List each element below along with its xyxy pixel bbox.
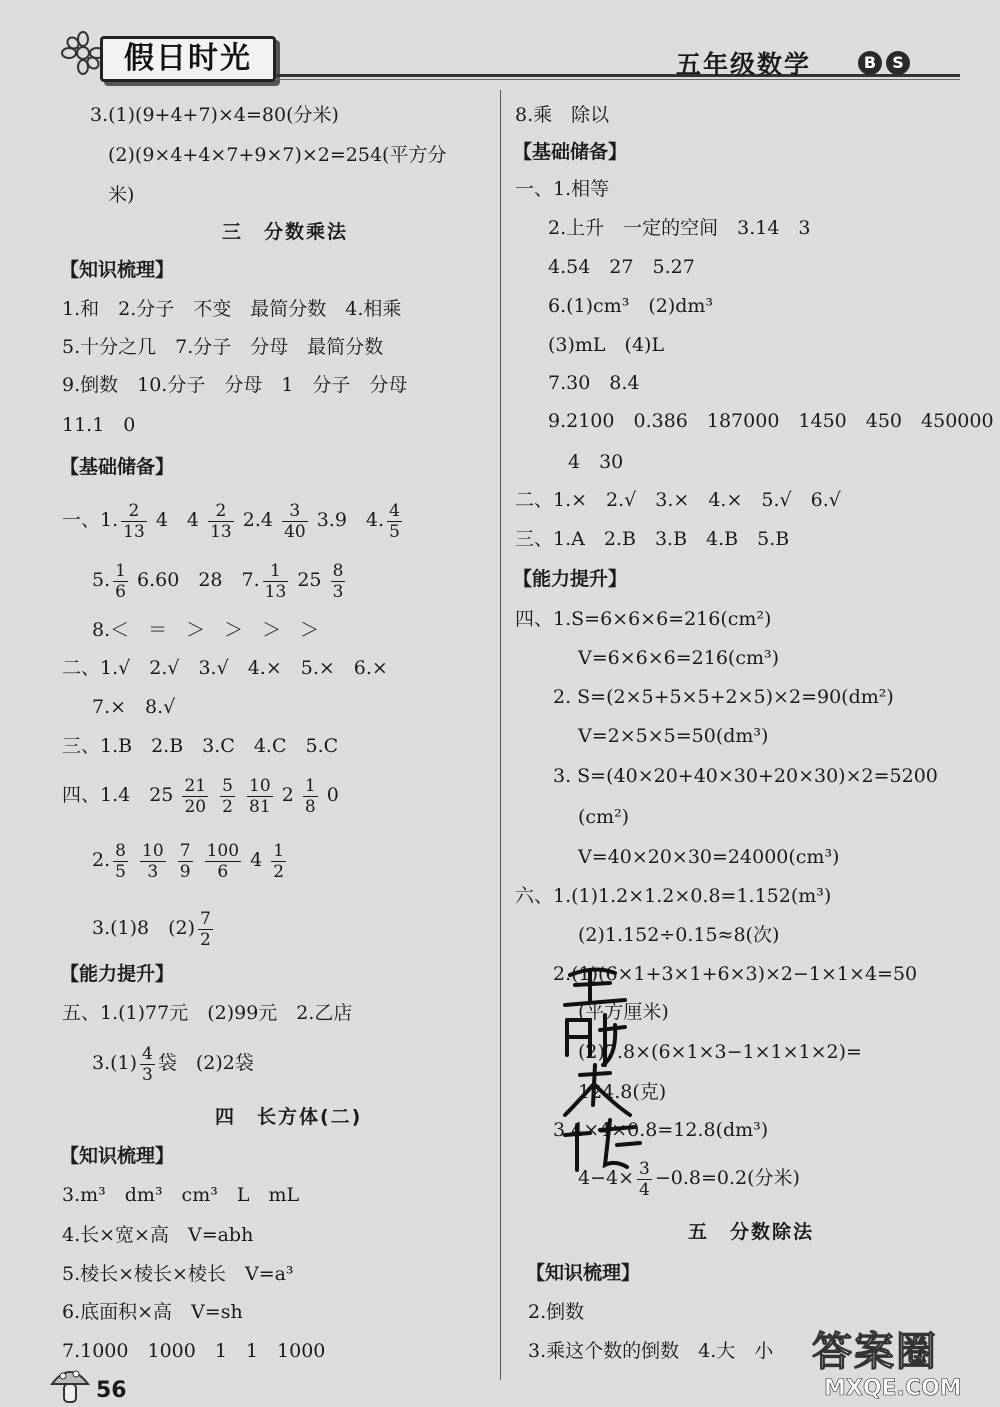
numerator: 3 (639, 1158, 650, 1179)
fraction (331, 561, 346, 602)
text: 4−4× (578, 1167, 635, 1189)
answer-line: 7.30 8.4 (548, 372, 640, 394)
section-heading: 【能力提升】 (60, 963, 175, 985)
answer-line: (2)(9×4+4×7+9×7)×2=254(平方分 (108, 144, 447, 166)
answer-line: 7.× 8.√ (92, 696, 176, 718)
denominator: 2 (200, 929, 211, 950)
answer-line: 7.1000 1000 1 1 1000 (62, 1340, 326, 1362)
answer-line: 2.倒数 (528, 1301, 585, 1323)
numerator: 1 (304, 775, 316, 796)
answer-line: 六、1.(1)1.2×1.2×0.8=1.152(m³) (515, 885, 832, 907)
denominator: 8 (304, 796, 316, 817)
fraction (208, 501, 234, 542)
fraction (178, 841, 193, 882)
fraction (247, 776, 273, 817)
text: 25 (297, 569, 322, 591)
numerator: 1 (115, 560, 126, 581)
text: 袋 (2)2袋 (157, 1052, 254, 1074)
text: 5. (92, 569, 111, 591)
fraction (282, 501, 308, 542)
text: 4 4 (155, 509, 200, 531)
answer-line: 3. S=(40×20+40×30+20×30)×2=5200 (553, 765, 938, 787)
mushroom-icon (48, 1362, 92, 1407)
header-rule (275, 74, 960, 77)
answer-line: 9.倒数 10.分子 分母 1 分子 分母 (62, 374, 408, 396)
text: 四、1.4 25 (62, 784, 174, 806)
answer-line: 3.4×4×0.8=12.8(dm³) (553, 1119, 769, 1141)
text: −0.8=0.2(分米) (654, 1167, 800, 1189)
answer-line: 四、1.S=6×6×6=216(cm²) (515, 608, 772, 630)
answer-line: (2)1.152÷0.15≈8(次) (578, 924, 780, 946)
numerator: 2 (208, 501, 234, 522)
fraction (271, 841, 286, 882)
text: 3.(1)8 (2) (92, 917, 196, 939)
numerator: 5 (222, 775, 233, 796)
numerator: 7 (200, 908, 211, 929)
answer-line (62, 772, 339, 818)
denominator: 2 (222, 796, 233, 817)
section-title: 三 分数乘法 (222, 221, 349, 243)
denominator: 5 (115, 861, 126, 882)
fraction (263, 561, 289, 602)
numerator: 1 (263, 561, 289, 582)
answer-line: 3.乘这个数的倒数 4.大 小 (528, 1340, 774, 1362)
numerator: 100 (206, 840, 240, 861)
numerator: 7 (179, 840, 191, 861)
text: 2.4 (242, 509, 273, 531)
fraction (220, 776, 235, 817)
fraction (140, 841, 166, 882)
answer-line: 1.和 2.分子 不变 最简分数 4.相乘 (62, 298, 402, 320)
badge-b: B (858, 51, 882, 75)
answer-line: 2.(1)(6×1+3×1+6×3)×2−1×1×4=50 (553, 963, 918, 985)
logo-text: 假日时光 (124, 41, 252, 76)
answer-line: V=40×20×30=24000(cm³) (578, 846, 840, 868)
answer-line: 5.十分之几 7.分子 分母 最简分数 (62, 336, 384, 358)
section-heading: 【能力提升】 (513, 568, 628, 590)
answer-line: 8.＜ ＝ ＞ ＞ ＞ ＞ (92, 619, 320, 641)
denominator: 3 (147, 861, 159, 882)
answer-line: 4.长×宽×高 V=abh (62, 1224, 254, 1246)
answer-line: 二、1.√ 2.√ 3.√ 4.× 5.× 6.× (62, 657, 388, 679)
answer-line (92, 1040, 254, 1086)
answer-line: (3)mL (4)L (548, 334, 665, 356)
answer-line: (cm²) (578, 806, 630, 828)
grade-title: 五年级数学 (676, 50, 812, 79)
numerator: 21 (184, 775, 207, 796)
section-heading: 【知识梳理】 (60, 1145, 175, 1167)
denominator: 9 (179, 861, 191, 882)
text: 4 (250, 849, 263, 871)
denominator: 3 (332, 581, 344, 602)
page-header (0, 0, 1000, 95)
fraction (113, 841, 128, 882)
logo (100, 36, 276, 82)
answer-line: V=2×5×5=50(dm³) (578, 725, 769, 747)
fraction (198, 909, 213, 950)
text: 6.60 28 7. (137, 569, 260, 591)
fraction (140, 1044, 155, 1085)
answer-line: (平方厘米) (578, 1001, 669, 1023)
answer-line: 6.底面积×高 V=sh (62, 1301, 243, 1323)
answer-line (92, 557, 348, 603)
denominator: 2 (273, 861, 285, 882)
answer-line (92, 905, 216, 951)
denominator: 40 (284, 521, 306, 542)
fraction (121, 501, 147, 542)
badge-s: S (886, 51, 910, 75)
text: 一、1. (62, 509, 119, 531)
answer-line: 124.8(克) (578, 1081, 667, 1103)
page-number: 56 (96, 1378, 127, 1403)
numerator: 1 (273, 840, 285, 861)
answer-line: 3.m³ dm³ cm³ L mL (62, 1184, 300, 1206)
fraction (387, 501, 402, 542)
numerator: 4 (142, 1043, 153, 1064)
answer-line: 9.2100 0.386 187000 1450 450 450000 (548, 410, 994, 432)
header-rule-thin (275, 79, 960, 80)
fraction (182, 776, 208, 817)
numerator: 10 (142, 840, 164, 861)
text: 3.9 4. (316, 509, 385, 531)
fraction (205, 841, 241, 882)
answer-line: V=6×6×6=216(cm³) (578, 647, 780, 669)
answer-line: 三、1.B 2.B 3.C 4.C 5.C (62, 735, 339, 757)
section-heading: 【基础储备】 (60, 456, 175, 478)
fraction (113, 561, 128, 602)
text: 2 (281, 784, 294, 806)
answer-line: 6.(1)cm³ (2)dm³ (548, 295, 714, 317)
numerator: 8 (115, 840, 126, 861)
denominator: 6 (217, 861, 229, 882)
answer-line: 二、1.× 2.√ 3.× 4.× 5.√ 6.√ (515, 489, 841, 511)
numerator: 2 (121, 501, 147, 522)
numerator: 3 (282, 501, 308, 522)
answer-line: 2. S=(2×5+5×5+2×5)×2=90(dm²) (553, 686, 894, 708)
section-title: 四 长方体(二) (215, 1106, 363, 1128)
denominator: 5 (389, 521, 400, 542)
answer-line: 4 30 (568, 451, 624, 473)
denominator: 81 (249, 796, 271, 817)
numerator: 4 (389, 500, 400, 521)
answer-line (62, 497, 405, 543)
answer-line: 8.乘 除以 (515, 104, 610, 126)
watermark-brand: 答案圈 (812, 1329, 938, 1375)
answer-line: 5.棱长×棱长×棱长 V=a³ (62, 1263, 294, 1285)
denominator: 13 (123, 521, 145, 542)
denominator: 6 (115, 581, 126, 602)
section-heading: 【基础储备】 (513, 141, 628, 163)
answer-line: 11.1 0 (62, 414, 136, 436)
text: 3.(1) (92, 1052, 138, 1074)
numerator: 10 (249, 775, 271, 796)
text: 2. (92, 849, 111, 871)
answer-line (92, 837, 289, 883)
section-heading: 【知识梳理】 (526, 1262, 641, 1284)
numerator: 8 (332, 560, 344, 581)
denominator: 13 (264, 581, 287, 602)
answer-line: 4.54 27 5.27 (548, 256, 695, 278)
denominator: 3 (142, 1064, 153, 1085)
answer-line: 米) (108, 184, 135, 206)
denominator: 4 (639, 1179, 650, 1200)
answer-line: 三、1.A 2.B 3.B 4.B 5.B (515, 528, 790, 550)
answer-line: 一、1.相等 (515, 178, 610, 200)
answer-line: 3.(1)(9+4+7)×4=80(分米) (90, 104, 339, 126)
column-divider (500, 90, 501, 1380)
answer-line: (2)7.8×(6×1×3−1×1×1×2)= (578, 1041, 862, 1063)
fraction (303, 776, 318, 817)
watermark-url: MXQE.COM (824, 1376, 962, 1401)
denominator: 13 (210, 521, 232, 542)
answer-line: 2.上升 一定的空间 3.14 3 (548, 217, 811, 239)
denominator: 20 (184, 796, 207, 817)
answer-line: 五、1.(1)77元 (2)99元 2.乙店 (62, 1002, 353, 1024)
watermark (812, 1320, 997, 1405)
handwriting-scribble (555, 955, 665, 1185)
text: 0 (326, 784, 339, 806)
section-heading: 【知识梳理】 (60, 259, 175, 281)
section-title: 五 分数除法 (688, 1221, 815, 1243)
